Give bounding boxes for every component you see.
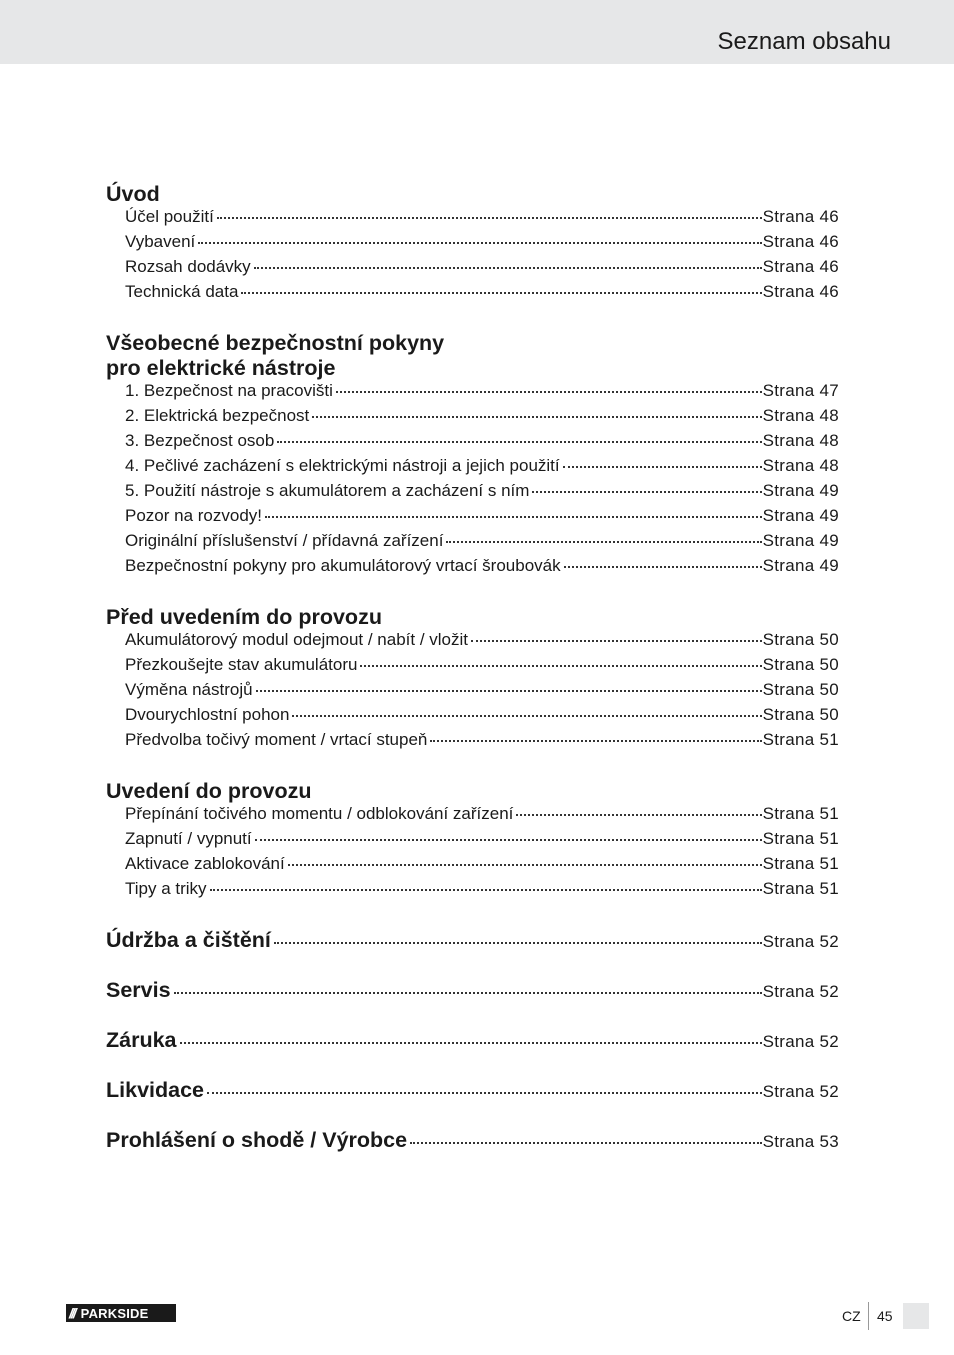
toc-entry[interactable] [106, 282, 839, 307]
dot-leader [274, 941, 762, 944]
dot-leader [254, 266, 762, 269]
entry-page: Strana 49 [762, 481, 839, 500]
entry-title: Přepínání točivého momentu / odblokování zařízení [125, 804, 514, 823]
entry-title: Vybavení [125, 232, 196, 251]
entry-page: Strana 49 [762, 531, 839, 550]
section-heading: Před uvedením do provozu [106, 605, 382, 629]
toc-single-section[interactable] [106, 1128, 839, 1178]
toc-entry[interactable] [106, 431, 839, 456]
dot-leader [255, 838, 762, 841]
entry-title: Aktivace zablokování [125, 854, 285, 873]
toc-single-section[interactable] [106, 928, 839, 978]
entry-page: Strana 52 [762, 1082, 839, 1101]
toc-entry[interactable] [106, 456, 839, 481]
entry-page: Strana 50 [762, 705, 839, 724]
dot-leader [564, 565, 762, 568]
dot-leader [180, 1041, 762, 1044]
section-heading: Likvidace [106, 1078, 204, 1102]
dot-leader [256, 689, 762, 692]
dot-leader [471, 639, 762, 642]
entry-page: Strana 51 [762, 879, 839, 898]
entry-title: Tipy a triky [125, 879, 207, 898]
entry-page: Strana 53 [762, 1132, 839, 1151]
toc-entry[interactable] [106, 556, 839, 581]
section-heading: Servis [106, 978, 171, 1002]
toc-entry[interactable] [106, 879, 839, 904]
section-heading: Úvod [106, 182, 160, 206]
entry-page: Strana 52 [762, 932, 839, 951]
toc-single-section[interactable] [106, 1078, 839, 1128]
section-heading: Prohlášení o shodě / Výrobce [106, 1128, 408, 1152]
dot-leader [265, 515, 762, 518]
toc-entry[interactable] [106, 630, 839, 655]
toc-entry[interactable] [106, 705, 839, 730]
toc-entry[interactable] [106, 854, 839, 879]
dot-leader [210, 888, 762, 891]
toc-single-section[interactable] [106, 978, 839, 1028]
section-heading: Všeobecné bezpečnostní pokyny [106, 331, 445, 355]
entry-page: Strana 51 [762, 730, 839, 749]
toc-entry[interactable] [106, 381, 839, 406]
parkside-logo [66, 1304, 176, 1322]
entry-page: Strana 46 [762, 257, 839, 276]
entry-title: Účel použití [125, 207, 214, 226]
entry-list [106, 804, 839, 904]
entry-title: Rozsah dodávky [125, 257, 251, 276]
entry-title: Technická data [125, 282, 239, 301]
dot-leader [292, 714, 761, 717]
entry-page: Strana 50 [762, 655, 839, 674]
dot-leader [446, 540, 761, 543]
dot-leader [410, 1141, 761, 1144]
toc-section [106, 605, 839, 755]
entry-page: Strana 52 [762, 1032, 839, 1051]
entry-title: 2. Elektrická bezpečnost [125, 406, 310, 425]
entry-list [106, 630, 839, 755]
toc-entry[interactable] [106, 232, 839, 257]
toc-entry[interactable] [106, 680, 839, 705]
entry-page: Strana 48 [762, 456, 839, 475]
entry-title: Originální příslušenství / přídavná zařízení [125, 531, 444, 550]
entry-page: Strana 46 [762, 282, 839, 301]
dot-leader [207, 1091, 762, 1094]
dot-leader [198, 241, 761, 244]
dot-leader [430, 739, 761, 742]
entry-page: Strana 49 [762, 506, 839, 525]
entry-page: Strana 48 [762, 431, 839, 450]
toc-entry[interactable] [106, 655, 839, 680]
entry-title: Přezkoušejte stav akumulátoru [125, 655, 358, 674]
dot-leader [277, 440, 761, 443]
dot-leader [288, 863, 762, 866]
dot-leader [532, 490, 761, 493]
toc-section [106, 779, 839, 904]
logo-text: PARKSIDE [80, 1305, 149, 1321]
section-heading: pro elektrické nástroje [106, 356, 336, 380]
footer-divider [868, 1302, 869, 1330]
dot-leader [174, 991, 762, 994]
footer-tab-box [903, 1303, 929, 1329]
toc-entry[interactable] [106, 804, 839, 829]
dot-leader [312, 415, 761, 418]
entry-title: Zapnutí / vypnutí [125, 829, 252, 848]
entry-title: Akumulátorový modul odejmout / nabít / vložit [125, 630, 468, 649]
toc-entry[interactable] [106, 257, 839, 282]
section-heading: Údržba a čištění [106, 928, 271, 952]
toc-section [106, 331, 839, 581]
logo-stripes: /// [69, 1305, 75, 1321]
entry-page: Strana 51 [762, 804, 839, 823]
entry-title: 1. Bezpečnost na pracovišti [125, 381, 333, 400]
toc-entry[interactable] [106, 406, 839, 431]
entry-title: 3. Bezpečnost osob [125, 431, 275, 450]
entry-title: 4. Pečlivé zacházení s elektrickými nástroji a jejich použití [125, 456, 560, 475]
dot-leader [217, 216, 762, 219]
entry-page: Strana 46 [762, 232, 839, 251]
toc-entry[interactable] [106, 506, 839, 531]
dot-leader [360, 664, 761, 667]
entry-title: Pozor na rozvody! [125, 506, 263, 525]
toc-entry[interactable] [106, 829, 839, 854]
language-code: CZ [842, 1308, 861, 1324]
entry-page: Strana 47 [762, 381, 839, 400]
toc-entry[interactable] [106, 207, 839, 232]
toc-entry[interactable] [106, 531, 839, 556]
toc-single-section[interactable] [106, 1028, 839, 1078]
dot-leader [336, 390, 762, 393]
entry-page: Strana 50 [762, 680, 839, 699]
entry-title: 5. Použití nástroje s akumulátorem a zacházení s ním [125, 481, 530, 500]
entry-title: Bezpečnostní pokyny pro akumulátorový vrtací šroubovák [125, 556, 561, 575]
entry-title: Výměna nástrojů [125, 680, 253, 699]
entry-page: Strana 51 [762, 829, 839, 848]
entry-page: Strana 48 [762, 406, 839, 425]
section-heading: Záruka [106, 1028, 177, 1052]
entry-page: Strana 51 [762, 854, 839, 873]
table-of-contents [106, 182, 839, 1178]
entry-page: Strana 50 [762, 630, 839, 649]
section-heading: Uvedení do provozu [106, 779, 312, 803]
page-number: 45 [877, 1308, 893, 1324]
dot-leader [241, 291, 761, 294]
toc-section [106, 182, 839, 307]
entry-title: Dvourychlostní pohon [125, 705, 290, 724]
dot-leader [516, 813, 761, 816]
entry-list [106, 381, 839, 581]
entry-page: Strana 52 [762, 982, 839, 1001]
page-title: Seznam obsahu [717, 28, 891, 55]
entry-list [106, 207, 839, 307]
toc-entry[interactable] [106, 730, 839, 755]
entry-page: Strana 46 [762, 207, 839, 226]
dot-leader [563, 465, 762, 468]
entry-title: Předvolba točivý moment / vrtací stupeň [125, 730, 428, 749]
toc-entry[interactable] [106, 481, 839, 506]
entry-page: Strana 49 [762, 556, 839, 575]
